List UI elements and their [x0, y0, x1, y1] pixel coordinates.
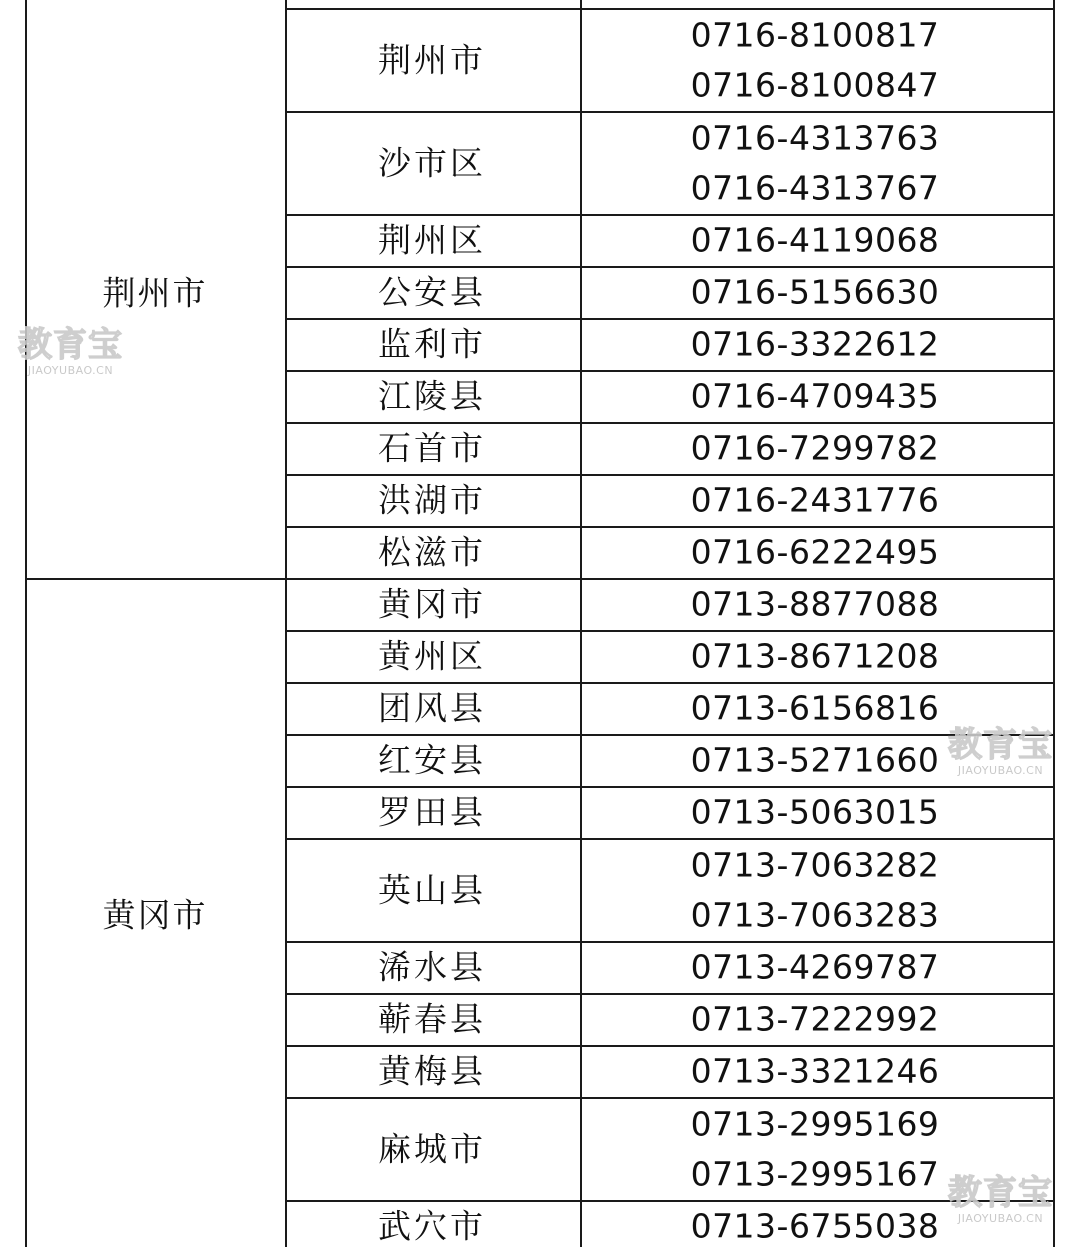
watermark-domain: JIAOYUBAO.CN [957, 764, 1044, 777]
district-name: 松滋市 [378, 532, 486, 572]
phone-number: 0716-6222495 [690, 532, 940, 572]
row-divider [285, 474, 1055, 476]
watermark-right-middle [948, 725, 1053, 777]
phone-number: 0713-4269787 [690, 947, 940, 987]
phone-number: 0716-4313763 [690, 118, 940, 157]
district-name: 公安县 [378, 272, 486, 312]
district-name: 石首市 [378, 428, 486, 468]
row-divider [285, 1200, 1055, 1202]
district-name: 沙市区 [378, 143, 486, 182]
row-divider [285, 682, 1055, 684]
phone-number: 0713-7063282 [690, 845, 940, 884]
phone-number: 0716-2431776 [690, 480, 940, 520]
district-name: 黄梅县 [378, 1051, 486, 1091]
phone-number: 0713-2995169 [690, 1104, 940, 1143]
row-divider [285, 786, 1055, 788]
district-name: 浠水县 [378, 947, 486, 987]
district-name: 江陵县 [378, 376, 486, 416]
watermark-right-bottom [948, 1173, 1053, 1225]
row-divider [285, 838, 1055, 840]
phone-number: 0716-4313767 [690, 168, 940, 207]
district-name: 黄冈市 [378, 584, 486, 624]
district-name: 武穴市 [378, 1206, 486, 1246]
watermark-left [18, 325, 123, 377]
district-name: 荆州市 [378, 40, 486, 79]
row-divider [285, 422, 1055, 424]
phone-number: 0713-5063015 [690, 792, 940, 832]
district-name: 荆州区 [378, 220, 486, 260]
phone-number: 0716-5156630 [690, 272, 940, 312]
row-divider [285, 734, 1055, 736]
phone-number: 0716-8100817 [690, 15, 940, 54]
row-divider [285, 318, 1055, 320]
city-name: 荆州市 [102, 273, 208, 313]
phone-number: 0713-7063283 [690, 895, 940, 934]
district-name: 红安县 [378, 740, 486, 780]
district-name: 洪湖市 [378, 480, 486, 520]
phone-number: 0713-6755038 [690, 1206, 940, 1246]
column-border [25, 0, 27, 1247]
phone-number: 0713-8877088 [690, 584, 940, 624]
watermark-logo-text: 教育宝 [948, 1173, 1053, 1213]
phone-number: 0716-4119068 [690, 220, 940, 260]
district-name: 英山县 [378, 870, 486, 909]
phone-number: 0713-3321246 [690, 1051, 940, 1091]
district-name: 监利市 [378, 324, 486, 364]
table-top-border-segment [285, 8, 1055, 10]
district-name: 团风县 [378, 688, 486, 728]
column-border [1053, 0, 1055, 1247]
district-name: 黄州区 [378, 636, 486, 676]
phone-number: 0713-8671208 [690, 636, 940, 676]
phone-number: 0713-6156816 [690, 688, 940, 728]
district-name: 麻城市 [378, 1129, 486, 1168]
phone-number: 0713-7222992 [690, 999, 940, 1039]
row-divider [285, 111, 1055, 113]
column-border [580, 0, 582, 1247]
row-divider [285, 526, 1055, 528]
district-name: 罗田县 [378, 792, 486, 832]
row-divider [285, 266, 1055, 268]
district-name: 蕲春县 [378, 999, 486, 1039]
row-divider [285, 1097, 1055, 1099]
row-divider [285, 993, 1055, 995]
phone-number: 0713-2995167 [690, 1154, 940, 1193]
watermark-domain: JIAOYUBAO.CN [957, 1212, 1044, 1225]
row-divider [285, 1045, 1055, 1047]
phone-number: 0716-8100847 [690, 65, 940, 104]
row-divider [25, 578, 1055, 580]
watermark-logo-text: 教育宝 [18, 325, 123, 365]
row-divider [285, 630, 1055, 632]
row-divider [285, 214, 1055, 216]
city-name: 黄冈市 [102, 895, 208, 935]
phone-number: 0716-4709435 [690, 376, 940, 416]
watermark-domain: JIAOYUBAO.CN [27, 364, 114, 377]
phone-number: 0713-5271660 [690, 740, 940, 780]
watermark-logo-text: 教育宝 [948, 725, 1053, 765]
row-divider [285, 941, 1055, 943]
row-divider [285, 370, 1055, 372]
column-border [285, 0, 287, 1247]
phone-number: 0716-7299782 [690, 428, 940, 468]
phone-number: 0716-3322612 [690, 324, 940, 364]
